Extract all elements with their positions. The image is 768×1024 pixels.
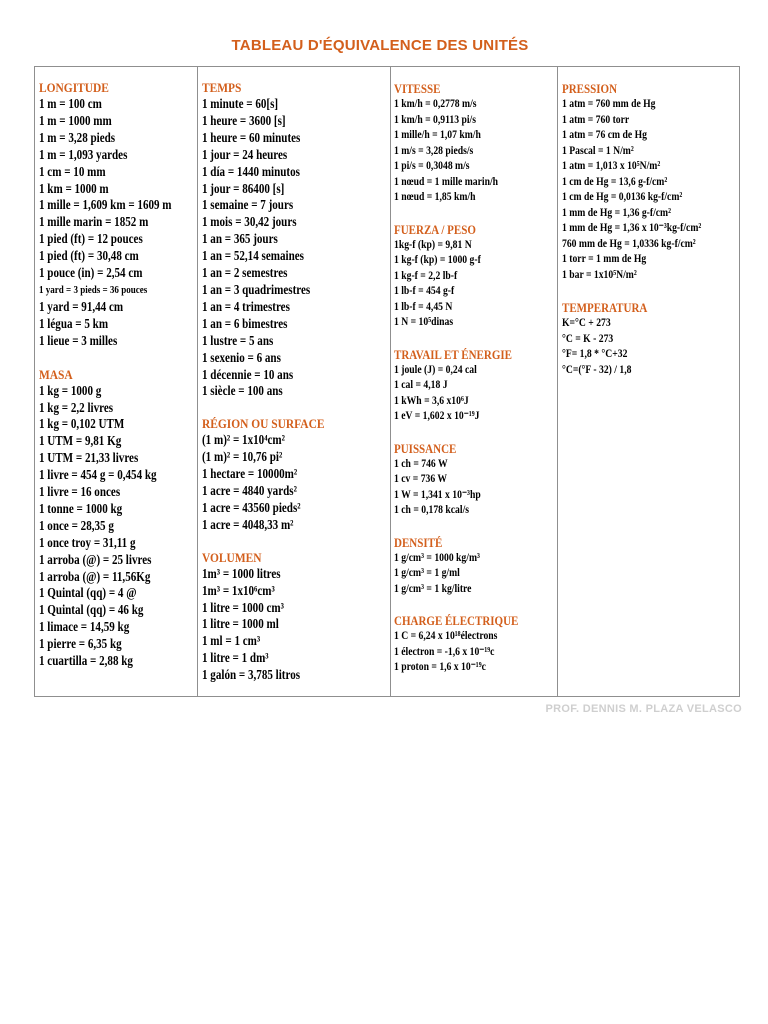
equivalence-item: 1 jour = 86400 [s]	[202, 180, 285, 196]
equivalence-item: 1 an = 365 jours	[202, 231, 278, 247]
equivalence-item: 1 an = 2 semestres	[202, 265, 288, 281]
equivalence-item: 1 Quintal (qq) = 4 @	[39, 585, 137, 601]
equivalence-item: 1 C = 6,24 x 10¹⁸électrons	[394, 630, 498, 642]
section-heading: CHARGE ÉLECTRIQUE	[394, 614, 519, 628]
equivalence-item: 1 siècle = 100 ans	[202, 383, 283, 399]
equivalence-item: 1 ml = 1 cm³	[202, 633, 261, 649]
section-heading: FUERZA / PESO	[394, 222, 476, 237]
equivalence-item: 1 cm = 10 mm	[39, 163, 106, 179]
equivalence-item: 1 pied (ft) = 12 pouces	[39, 231, 143, 247]
equivalence-item: 1 sexenio = 6 ans	[202, 349, 281, 365]
section-longitude	[39, 80, 197, 350]
equivalence-item: 1 bar = 1x10⁵N/m²	[562, 268, 637, 281]
equivalence-item: 1 limace = 14,59 kg	[39, 619, 130, 635]
equivalence-item: 1 livre = 454 g = 0,454 kg	[39, 467, 157, 483]
equivalence-table	[34, 66, 740, 697]
section-heading: MASA	[39, 366, 73, 382]
equivalence-item: K=°C + 273	[562, 317, 611, 329]
equivalence-item: 1 once = 28,35 g	[39, 517, 114, 533]
equivalence-item: 1 kg = 2,2 livres	[39, 399, 114, 415]
equivalence-item: 1 m = 1,093 yardes	[39, 146, 128, 162]
equivalence-item: 1 UTM = 21,33 livres	[39, 450, 139, 466]
equivalence-item: 1 semaine = 7 jours	[202, 197, 294, 213]
equivalence-item: 1 km = 1000 m	[39, 180, 109, 196]
equivalence-item: (1 m)² = 10,76 pi²	[202, 449, 283, 465]
equivalence-item: 1 décennie = 10 ans	[202, 366, 294, 382]
equivalence-item: 1 W = 1,341 x 10⁻³hp	[394, 488, 481, 501]
page-title: TABLEAU D'ÉQUIVALENCE DES UNITÉS	[231, 37, 529, 54]
column-4	[557, 67, 741, 696]
equivalence-item: 1 atm = 1,013 x 10⁵N/m²	[562, 160, 661, 172]
section-heading: PRESSION	[562, 82, 618, 96]
section-temps	[202, 80, 390, 400]
equivalence-item: 1 pierre = 6,35 kg	[39, 636, 122, 652]
section-temperatura	[562, 300, 741, 378]
equivalence-item: 1 ch = 746 W	[394, 457, 448, 470]
equivalence-item: °F= 1,8 * °C+32	[562, 348, 628, 360]
equivalence-item: 1 hectare = 10000m²	[202, 466, 298, 482]
equivalence-item: 1 heure = 3600 [s]	[202, 112, 286, 128]
equivalence-item: 1 cm de Hg = 13,6 g-f/cm²	[562, 175, 668, 188]
section-heading: VITESSE	[394, 82, 441, 96]
equivalence-item: 1 litre = 1000 ml	[202, 616, 279, 632]
equivalence-item: 1 livre = 16 onces	[39, 484, 121, 500]
equivalence-item: 1 an = 4 trimestres	[202, 298, 290, 314]
equivalence-item: 1 acre = 4840 yards²	[202, 483, 297, 499]
equivalence-item: 1 mois = 30,42 jours	[202, 214, 297, 230]
section-heading: PUISSANCE	[394, 441, 457, 456]
equivalence-item: 1 légua = 5 km	[39, 315, 109, 331]
column-3	[390, 67, 557, 696]
section-heading: RÉGION OU SURFACE	[202, 416, 325, 432]
equivalence-item: 1 cv = 736 W	[394, 473, 448, 485]
equivalence-item: °C=(°F - 32) / 1,8	[562, 363, 632, 376]
equivalence-item: 1 cm de Hg = 0,0136 kg-f/cm²	[562, 191, 683, 203]
section-densit-	[394, 535, 557, 598]
equivalence-item: 1 litre = 1000 cm³	[202, 599, 284, 615]
equivalence-item: 1 nœud = 1,85 km/h	[394, 191, 476, 203]
equivalence-item: 1 arroba (@) = 25 livres	[39, 551, 152, 567]
equivalence-item: 1 lb-f = 454 g-f	[394, 285, 455, 297]
equivalence-item: 1 m/s = 3,28 pieds/s	[394, 144, 474, 157]
section-heading: DENSITÉ	[394, 535, 443, 550]
equivalence-item: 1 atm = 76 cm de Hg	[562, 129, 647, 141]
column-2	[197, 67, 390, 696]
equivalence-item: 1 heure = 60 minutes	[202, 129, 301, 145]
equivalence-item: 1 g/cm³ = 1000 kg/m³	[394, 551, 480, 564]
equivalence-item: 760 mm de Hg = 1,0336 kg-f/cm²	[562, 237, 696, 250]
section-masa	[39, 367, 197, 670]
equivalence-item: 1 día = 1440 minutos	[202, 163, 300, 179]
equivalence-item: 1 mille marin = 1852 m	[39, 214, 149, 230]
equivalence-item: 1 atm = 760 torr	[562, 113, 630, 126]
equivalence-item: 1 kWh = 3,6 x10⁶J	[394, 394, 469, 407]
equivalence-item: 1 mm de Hg = 1,36 x 10⁻³kg-f/cm²	[562, 222, 702, 234]
equivalence-item: 1 pouce (in) = 2,54 cm	[39, 265, 143, 281]
equivalence-item: 1 ch = 0,178 kcal/s	[394, 504, 470, 516]
equivalence-item: 1 yard = 3 pieds = 36 pouces	[39, 283, 148, 296]
equivalence-item: 1 an = 3 quadrimestres	[202, 281, 311, 297]
section-heading: TEMPS	[202, 80, 242, 95]
equivalence-item: 1 an = 52,14 semaines	[202, 248, 304, 264]
equivalence-item: 1 Pascal = 1 N/m²	[562, 144, 634, 157]
equivalence-item: (1 m)² = 1x10⁴cm²	[202, 432, 285, 448]
equivalence-item: 1 cuartilla = 2,88 kg	[39, 653, 133, 669]
equivalence-item: 1 Quintal (qq) = 46 kg	[39, 602, 144, 618]
section-heading: TEMPERATURA	[562, 301, 648, 315]
equivalence-item: 1 minute = 60[s]	[202, 96, 279, 111]
section-heading: TRAVAIL ET ÉNERGIE	[394, 347, 513, 362]
equivalence-item: 1 g/cm³ = 1 g/ml	[394, 567, 460, 579]
equivalence-item: 1 acre = 43560 pieds²	[202, 499, 301, 515]
equivalence-item: 1 km/h = 0,2778 m/s	[394, 98, 477, 110]
equivalence-item: 1 acre = 4048,33 m²	[202, 516, 294, 532]
equivalence-item: 1 eV = 1,602 x 10⁻¹⁹J	[394, 410, 480, 422]
equivalence-item: 1 torr = 1 mm de Hg	[562, 253, 647, 265]
equivalence-item: 1 cal = 4,18 J	[394, 379, 448, 391]
equivalence-item: 1 nœud = 1 mille marin/h	[394, 175, 499, 188]
section-heading: LONGITUDE	[39, 80, 109, 95]
equivalence-item: 1 kg = 0,102 UTM	[39, 416, 125, 432]
column-1	[35, 67, 197, 696]
equivalence-item: 1 proton = 1,6 x 10⁻¹⁹c	[394, 661, 486, 673]
section-travail-et-nergie	[394, 347, 557, 425]
section-volumen	[202, 550, 390, 684]
equivalence-item: 1 mm de Hg = 1,36 g-f/cm²	[562, 206, 672, 219]
section-charge-lectrique	[394, 613, 557, 676]
equivalence-item: 1 arroba (@) = 11,56Kg	[39, 568, 151, 584]
equivalence-item: 1 kg = 1000 g	[39, 382, 102, 398]
equivalence-item: 1 N = 10⁵dinas	[394, 316, 454, 328]
equivalence-item: 1 an = 6 bimestres	[202, 315, 288, 331]
section-pression	[562, 81, 741, 283]
equivalence-item: 1 lieue = 3 milles	[39, 332, 118, 348]
equivalence-item: 1 km/h = 0,9113 pi/s	[394, 113, 477, 126]
equivalence-item: 1 once troy = 31,11 g	[39, 534, 136, 550]
equivalence-item: 1 mille/h = 1,07 km/h	[394, 129, 481, 141]
equivalence-item: °C = K - 273	[562, 332, 614, 345]
equivalence-item: 1 kg-f (kp) = 1000 g-f	[394, 254, 481, 266]
equivalence-item: 1 jour = 24 heures	[202, 146, 288, 162]
equivalence-item: 1 yard = 91,44 cm	[39, 298, 124, 314]
equivalence-item: 1m³ = 1x10⁶cm³	[202, 582, 275, 598]
equivalence-item: 1 kg-f = 2,2 lb-f	[394, 269, 458, 282]
equivalence-item: 1 m = 1000 mm	[39, 112, 112, 128]
equivalence-item: 1 joule (J) = 0,24 cal	[394, 363, 477, 376]
equivalence-item: 1kg-f (kp) = 9,81 N	[394, 238, 472, 251]
equivalence-item: 1 lb-f = 4,45 N	[394, 300, 453, 313]
equivalence-item: 1 m = 100 cm	[39, 96, 102, 111]
equivalence-item: 1 m = 3,28 pieds	[39, 129, 116, 145]
equivalence-item: 1 pi/s = 0,3048 m/s	[394, 160, 470, 172]
equivalence-item: 1 atm = 760 mm de Hg	[562, 98, 656, 110]
section-r-gion-ou-surface	[202, 416, 390, 533]
equivalence-item: 1 mille = 1,609 km = 1609 m	[39, 197, 172, 213]
equivalence-item: 1 lustre = 5 ans	[202, 332, 274, 348]
equivalence-item: 1m³ = 1000 litres	[202, 565, 281, 581]
section-heading: VOLUMEN	[202, 549, 262, 565]
author-footer: PROF. DENNIS M. PLAZA VELASCO	[545, 703, 742, 715]
equivalence-item: 1 litre = 1 dm³	[202, 650, 269, 666]
section-vitesse	[394, 81, 557, 206]
section-fuerza-peso	[394, 222, 557, 331]
equivalence-item: 1 UTM = 9,81 Kg	[39, 433, 122, 449]
section-puissance	[394, 441, 557, 519]
equivalence-item: 1 g/cm³ = 1 kg/litre	[394, 582, 472, 595]
equivalence-item: 1 pied (ft) = 30,48 cm	[39, 248, 139, 264]
equivalence-item: 1 galón = 3,785 litros	[202, 667, 301, 683]
equivalence-item: 1 électron = -1,6 x 10⁻¹⁹c	[394, 645, 495, 658]
equivalence-item: 1 tonne = 1000 kg	[39, 500, 123, 516]
